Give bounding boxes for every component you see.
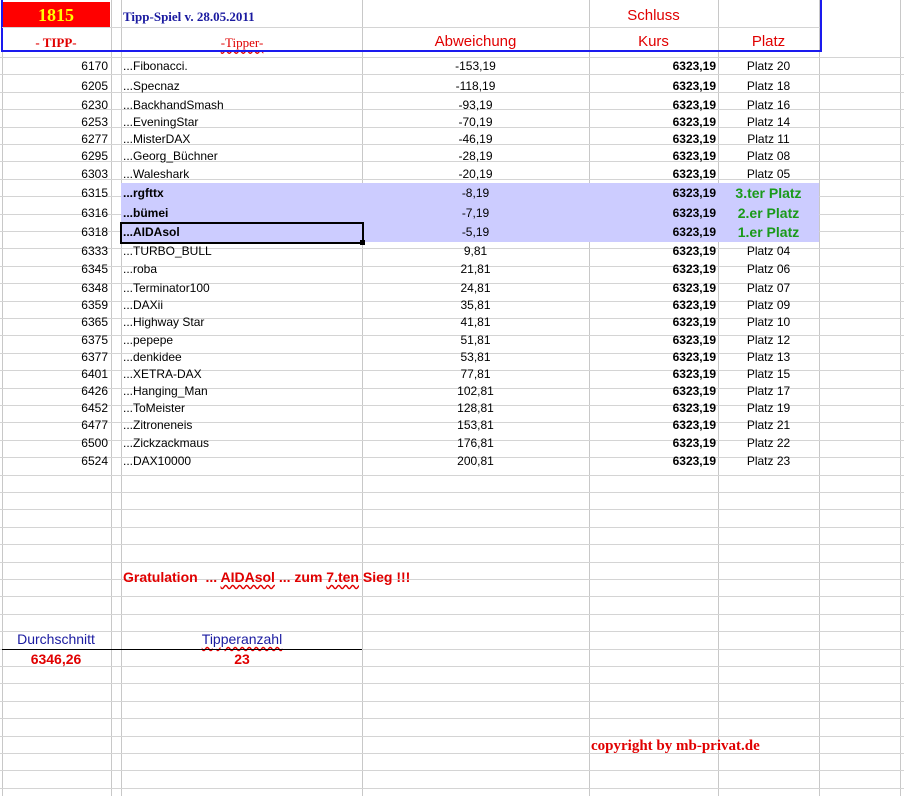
row-platz[interactable]: Platz 19 bbox=[746, 401, 791, 415]
gratulation-winner: AIDAsol bbox=[220, 569, 275, 585]
row-platz[interactable]: Platz 23 bbox=[746, 454, 791, 468]
row-kurs[interactable]: 6323,19 bbox=[672, 225, 716, 239]
row-tipp[interactable]: 6303 bbox=[81, 167, 108, 181]
row-tipp[interactable]: 6401 bbox=[81, 367, 108, 381]
tipperanzahl-value: 23 bbox=[234, 651, 250, 667]
row-name[interactable]: ...Georg_Büchner bbox=[123, 149, 218, 163]
row-name[interactable]: ...BackhandSmash bbox=[123, 98, 224, 112]
row-tipp[interactable]: 6316 bbox=[81, 206, 108, 220]
row-kurs[interactable]: 6323,19 bbox=[672, 262, 716, 276]
row-abweichung[interactable]: 153,81 bbox=[457, 418, 494, 432]
sheet-title: Tipp-Spiel v. 28.05.2011 bbox=[123, 9, 255, 24]
row-abweichung[interactable]: 77,81 bbox=[460, 367, 491, 381]
row-name[interactable]: ...Zickzackmaus bbox=[123, 436, 210, 450]
row-abweichung[interactable]: -8,19 bbox=[461, 186, 490, 200]
row-abweichung[interactable]: -153,19 bbox=[455, 59, 496, 73]
gratulation-middle: ... zum bbox=[278, 569, 323, 585]
row-name[interactable]: ...Waleshark bbox=[123, 167, 190, 181]
row-platz[interactable]: Platz 12 bbox=[746, 333, 791, 347]
row-kurs[interactable]: 6323,19 bbox=[672, 79, 716, 93]
row-tipp[interactable]: 6377 bbox=[81, 350, 108, 364]
row-kurs[interactable]: 6323,19 bbox=[672, 186, 716, 200]
row-name[interactable]: ...pepepe bbox=[123, 333, 174, 347]
row-kurs[interactable]: 6323,19 bbox=[672, 333, 716, 347]
row-tipp[interactable]: 6500 bbox=[81, 436, 108, 450]
row-abweichung[interactable]: 200,81 bbox=[457, 454, 494, 468]
row-name[interactable]: ...DAXii bbox=[123, 298, 164, 312]
row-kurs[interactable]: 6323,19 bbox=[672, 59, 716, 73]
row-platz[interactable]: Platz 11 bbox=[747, 132, 790, 146]
row-name[interactable]: ...XETRA-DAX bbox=[123, 367, 202, 381]
row-name[interactable]: ...TURBO_BULL bbox=[123, 244, 212, 258]
row-tipp[interactable]: 6524 bbox=[81, 454, 108, 468]
row-abweichung[interactable]: -7,19 bbox=[461, 206, 490, 220]
row-abweichung[interactable]: 41,81 bbox=[460, 315, 491, 329]
row-platz[interactable]: Platz 06 bbox=[746, 262, 791, 276]
row-name[interactable]: ...ToMeister bbox=[123, 401, 186, 415]
row-tipp[interactable]: 6253 bbox=[81, 115, 108, 129]
row-tipp[interactable]: 6375 bbox=[81, 333, 108, 347]
row-name[interactable]: ...Fibonacci. bbox=[123, 59, 188, 73]
row-platz[interactable]: 1.er Platz bbox=[737, 224, 800, 240]
row-name[interactable]: ...Terminator100 bbox=[123, 281, 210, 295]
row-platz[interactable]: Platz 08 bbox=[746, 149, 791, 163]
row-abweichung[interactable]: -5,19 bbox=[461, 225, 490, 239]
row-platz[interactable]: Platz 21 bbox=[746, 418, 791, 432]
row-kurs[interactable]: 6323,19 bbox=[672, 115, 716, 129]
row-tipp[interactable]: 6365 bbox=[81, 315, 108, 329]
row-kurs[interactable]: 6323,19 bbox=[672, 98, 716, 112]
gratulation-count: 7.ten bbox=[326, 569, 359, 585]
row-kurs[interactable]: 6323,19 bbox=[672, 454, 716, 468]
row-tipp[interactable]: 6230 bbox=[81, 98, 108, 112]
row-platz[interactable]: Platz 13 bbox=[746, 350, 791, 364]
row-tipp[interactable]: 6205 bbox=[81, 79, 108, 93]
row-platz[interactable]: Platz 14 bbox=[746, 115, 791, 129]
durchschnitt-label: Durchschnitt bbox=[17, 631, 95, 647]
row-abweichung[interactable]: -46,19 bbox=[458, 132, 493, 146]
row-abweichung[interactable]: 102,81 bbox=[457, 384, 494, 398]
row-platz[interactable]: Platz 15 bbox=[746, 367, 791, 381]
row-abweichung[interactable]: 24,81 bbox=[460, 281, 491, 295]
header-number: 1815 bbox=[38, 5, 74, 25]
tipperanzahl-label: Tipperanzahl bbox=[201, 631, 283, 647]
row-name[interactable]: ...Highway Star bbox=[123, 315, 205, 329]
row-tipp[interactable]: 6452 bbox=[81, 401, 108, 415]
row-name[interactable]: ...roba bbox=[123, 262, 158, 276]
row-tipp[interactable]: 6345 bbox=[81, 262, 108, 276]
header-number-cell[interactable] bbox=[2, 2, 110, 28]
row-abweichung[interactable]: -118,19 bbox=[455, 79, 496, 93]
row-tipp[interactable]: 6295 bbox=[81, 149, 108, 163]
platz-column-label: Platz bbox=[751, 33, 786, 50]
row-kurs[interactable]: 6323,19 bbox=[672, 315, 716, 329]
row-kurs[interactable]: 6323,19 bbox=[672, 167, 716, 181]
row-name[interactable]: ...bümei bbox=[123, 206, 169, 220]
row-platz[interactable]: 3.ter Platz bbox=[735, 185, 802, 201]
row-platz[interactable]: 2.er Platz bbox=[737, 205, 800, 221]
row-name[interactable]: ...Hanging_Man bbox=[123, 384, 208, 398]
row-kurs[interactable]: 6323,19 bbox=[672, 350, 716, 364]
row-name[interactable]: ...rgfttx bbox=[123, 186, 164, 200]
row-abweichung[interactable]: 176,81 bbox=[457, 436, 494, 450]
tipper-column-label: -Tipper- bbox=[220, 35, 264, 50]
row-tipp[interactable]: 6477 bbox=[81, 418, 108, 432]
row-abweichung[interactable]: 35,81 bbox=[460, 298, 491, 312]
row-platz[interactable]: Platz 18 bbox=[746, 79, 791, 93]
copyright-text: copyright by mb-privat.de bbox=[591, 738, 760, 754]
row-name[interactable]: ...DAX10000 bbox=[123, 454, 192, 468]
row-tipp[interactable]: 6333 bbox=[81, 244, 108, 258]
row-tipp[interactable]: 6348 bbox=[81, 281, 108, 295]
row-tipp[interactable]: 6277 bbox=[81, 132, 108, 146]
row-abweichung[interactable]: 53,81 bbox=[460, 350, 491, 364]
schluss-label: Schluss bbox=[627, 7, 680, 24]
row-kurs[interactable]: 6323,19 bbox=[672, 206, 716, 220]
row-platz[interactable]: Platz 05 bbox=[746, 167, 791, 181]
row-tipp[interactable]: 6318 bbox=[81, 225, 108, 239]
abweichung-column-label: Abweichung bbox=[434, 33, 517, 50]
row-abweichung[interactable]: -93,19 bbox=[458, 98, 493, 112]
row-kurs[interactable]: 6323,19 bbox=[672, 244, 716, 258]
row-abweichung[interactable]: 21,81 bbox=[460, 262, 491, 276]
row-kurs[interactable]: 6323,19 bbox=[672, 436, 716, 450]
row-kurs[interactable]: 6323,19 bbox=[672, 132, 716, 146]
row-platz[interactable]: Platz 04 bbox=[746, 244, 791, 258]
row-abweichung[interactable]: -20,19 bbox=[458, 167, 493, 181]
durchschnitt-value: 6346,26 bbox=[30, 651, 82, 667]
row-kurs[interactable]: 6323,19 bbox=[672, 418, 716, 432]
row-name[interactable]: ...Specnaz bbox=[123, 79, 180, 93]
row-tipp[interactable]: 6359 bbox=[81, 298, 108, 312]
row-kurs[interactable]: 6323,19 bbox=[672, 298, 716, 312]
row-kurs[interactable]: 6323,19 bbox=[672, 149, 716, 163]
kurs-column-label: Kurs bbox=[638, 33, 669, 50]
row-platz[interactable]: Platz 20 bbox=[746, 59, 791, 73]
row-platz[interactable]: Platz 10 bbox=[746, 315, 791, 329]
row-abweichung[interactable]: -28,19 bbox=[458, 149, 493, 163]
tipp-column-label: - TIPP- bbox=[35, 35, 77, 50]
row-tipp[interactable]: 6170 bbox=[81, 59, 108, 73]
row-platz[interactable]: Platz 09 bbox=[746, 298, 791, 312]
gratulation-text bbox=[123, 569, 410, 586]
row-name[interactable]: ...EveningStar bbox=[123, 115, 199, 129]
gratulation-prefix: Gratulation ... bbox=[123, 569, 218, 585]
row-kurs[interactable]: 6323,19 bbox=[672, 384, 716, 398]
row-platz[interactable]: Platz 07 bbox=[746, 281, 791, 295]
row-kurs[interactable]: 6323,19 bbox=[672, 367, 716, 381]
active-cell-selection[interactable] bbox=[120, 222, 364, 244]
row-abweichung[interactable]: 128,81 bbox=[457, 401, 494, 415]
gratulation-suffix: Sieg !!! bbox=[362, 569, 411, 585]
row-kurs[interactable]: 6323,19 bbox=[672, 401, 716, 415]
row-platz[interactable]: Platz 16 bbox=[746, 98, 791, 112]
row-abweichung[interactable]: 51,81 bbox=[460, 333, 491, 347]
row-platz[interactable]: Platz 17 bbox=[746, 384, 791, 398]
row-abweichung[interactable]: -70,19 bbox=[458, 115, 493, 129]
row-abweichung[interactable]: 9,81 bbox=[463, 244, 488, 258]
row-name[interactable]: ...MisterDAX bbox=[123, 132, 191, 146]
row-name[interactable]: ...Zitroneneis bbox=[123, 418, 193, 432]
row-tipp[interactable]: 6426 bbox=[81, 384, 108, 398]
row-name[interactable]: ...AIDAsol bbox=[123, 225, 180, 239]
row-platz[interactable]: Platz 22 bbox=[746, 436, 791, 450]
row-tipp[interactable]: 6315 bbox=[81, 186, 108, 200]
row-name[interactable]: ...denkidee bbox=[123, 350, 182, 364]
row-kurs[interactable]: 6323,19 bbox=[672, 281, 716, 295]
